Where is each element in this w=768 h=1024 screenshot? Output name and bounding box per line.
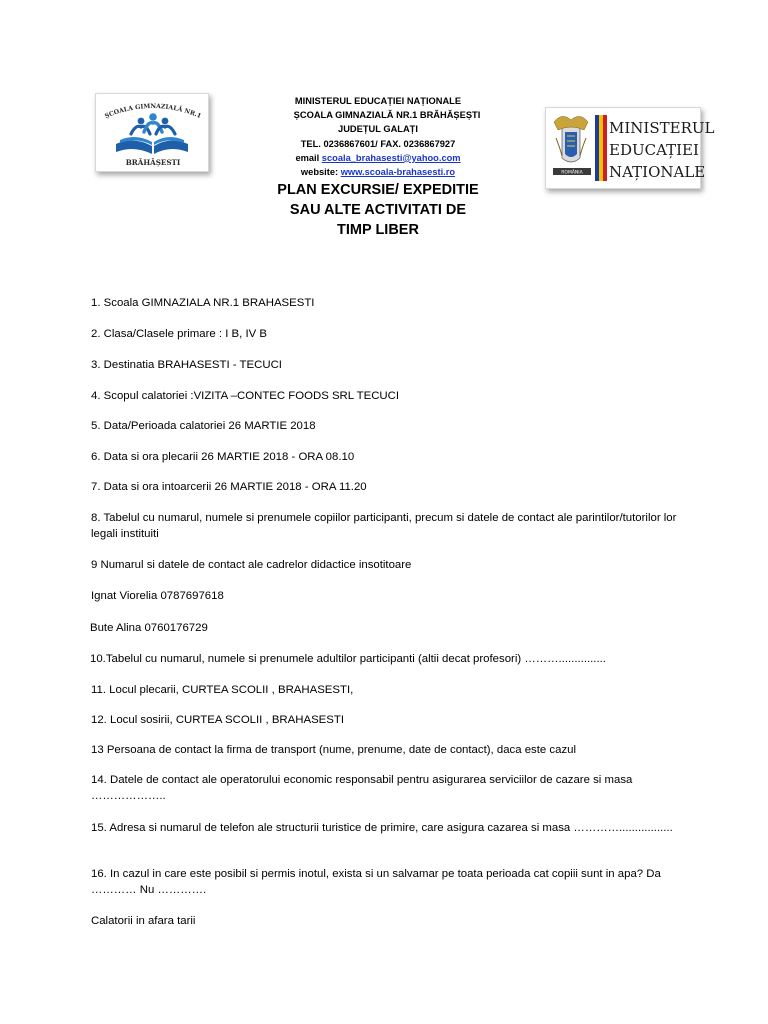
ministry-logo [545,107,715,189]
county-name: JUDEȚUL GALAȚI [338,124,418,135]
item-lifeguard: 16. In cazul in care este posibil si permis inotul, exista si un salvamar pe toata perioada cat copiii sunt in apa? Da ………… Nu …………. [91,868,661,896]
crest-label: ROMÂNIA [561,170,583,176]
item-children-table: 8. Tabelul cu numarul, numele si prenumele copiilor participanti, precum si datele de contact ale parintilor/tutorilor lor legali instituiti [91,512,677,540]
website-label: website: [300,167,341,178]
website-link[interactable]: www.scoala-brahasesti.ro [340,167,456,178]
school-name: ȘCOALA GIMNAZIALĂ NR.1 BRĂHĂȘEȘTI [293,110,481,121]
item-departure: 6. Data si ora plecarii 26 MARTIE 2018 - ORA 08.10 [91,451,355,463]
item-arrival-place: 12. Locul sosirii, CURTEA SCOLII , BRAHASESTI [91,714,344,726]
item-purpose: 4. Scopul calatoriei :VIZITA –CONTEC FOODS SRL TECUCI [91,390,400,402]
title-line-3: TIMP LIBER [337,222,419,238]
item-transport-contact: 13 Persoana de contact la firma de transport (nume, prenume, date de contact), daca este cazul [91,744,577,756]
item-return: 7. Data si ora intoarcerii 26 MARTIE 2018 - ORA 11.20 [91,481,367,493]
item-destination: 3. Destinatia BRAHASESTI - TECUCI [91,359,282,371]
ministry-crest-icon [546,108,715,190]
school-logo [95,93,209,172]
item-classes: 2. Clasa/Clasele primare : I B, IV B [91,328,267,340]
document-title [228,180,528,240]
title-line-2: SAU ALTE ACTIVITATI DE [289,202,467,218]
ministry-name: MINISTERUL EDUCAȚIEI NAȚIONALE [294,96,462,106]
title-line-1: PLAN EXCURSIE/ EXPEDITIE [277,182,479,198]
website-line [228,165,528,179]
item-adults-table: 10.Tabelul cu numarul, numele si prenumele adultilor participanti (altii decat profesori) ………............... [90,653,606,665]
logo-bottom-text: BRĂHĂȘESTI [125,158,181,167]
item-accommodation-operator: 14. Datele de contact ale operatorului economic responsabil pentru asigurarea serviciilor de cazare si masa ……………….. [91,774,633,802]
ministry-word-1: MINISTERUL [609,119,715,137]
phone-fax: TEL. 0236867601/ FAX. 0236867927 [300,138,456,149]
item-teachers: 9 Numarul si datele de contact ale cadrelor didactice insotitoare [91,559,412,571]
email-link[interactable]: scoala_brahasesti@yahoo.com [321,152,461,163]
teacher-contact-1: Ignat Viorelia 0787697618 [91,590,224,602]
teacher-contact-2: Bute Alina 0760176729 [90,622,208,634]
ministry-word-3: NAȚIONALE [609,163,706,181]
item-travel-abroad: Calatorii in afara tarii [91,915,196,927]
item-departure-place: 11. Locul plecarii, CURTEA SCOLII , BRAHASESTI, [91,684,354,696]
item-school: 1. Scoala GIMNAZIALA NR.1 BRAHASESTI [91,297,315,309]
item-period: 5. Data/Perioada calatoriei 26 MARTIE 2018 [91,420,316,432]
email-label: email [295,152,322,163]
email-line [228,151,528,165]
item-touristic-structure: 15. Adresa si numarul de telefon ale structurii turistice de primire, care asigura cazarea si masa …………................. [91,822,673,834]
ministry-word-2: EDUCAȚIEI [609,141,699,159]
school-emblem-icon [96,94,210,173]
school-contact-block [228,94,528,179]
logo-top-text: ȘCOALA GIMNAZIALĂ NR.1 [103,102,203,120]
